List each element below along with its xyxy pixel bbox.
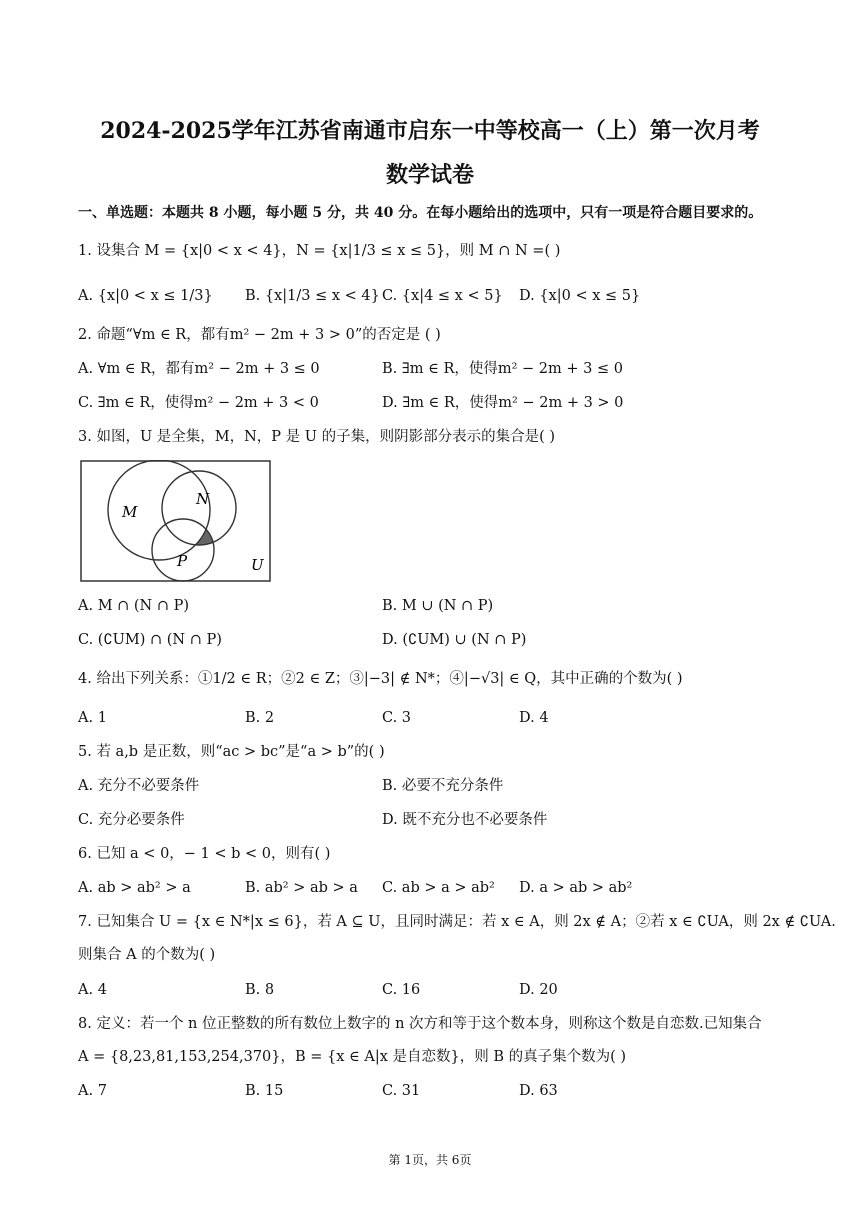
page-subtitle: 数学试卷: [385, 162, 474, 188]
label-n: N: [196, 490, 210, 508]
q5-option-b: B. 必要不充分条件: [382, 778, 504, 794]
q7-option-b: B. 8: [245, 982, 275, 998]
q8-option-c: C. 31: [382, 1083, 421, 1099]
q2-option-d: D. ∃m ∈ R，使得m² − 2m + 3 > 0: [382, 395, 624, 411]
q2-stem: 2. 命题“∀m ∈ R，都有m² − 2m + 3 > 0”的否定是 ( ): [78, 327, 441, 343]
q7-option-d: D. 20: [519, 982, 558, 998]
q3-stem: 3. 如图，U 是全集，M，N，P 是 U 的子集，则阴影部分表示的集合是( ): [78, 429, 556, 445]
label-u: U: [251, 556, 264, 574]
page-footer: 第 1页，共 6页: [388, 1153, 472, 1167]
q3-option-d: D. (∁UM) ∪ (N ∩ P): [382, 632, 527, 648]
q4-option-c: C. 3: [382, 710, 412, 726]
q8-stem-continued: A = {8,23,81,153,254,370}，B = {x ∈ A|x 是自恋数}，则 B 的真子集个数为( ): [78, 1049, 627, 1065]
q1-option-a: A. {x|0 < x ≤ 1/3}: [78, 288, 213, 304]
q3-option-c: C. (∁UM) ∩ (N ∩ P): [78, 632, 222, 648]
q7-stem: 7. 已知集合 U = {x ∈ N*|x ≤ 6}，若 A ⊆ U，且同时满足：若 x ∈ A，则 2x ∉ A；②若 x ∈ ∁UA，则 2x ∉ ∁UA.: [78, 914, 836, 930]
q3-option-b: B. M ∪ (N ∩ P): [382, 598, 494, 614]
q4-stem: 4. 给出下列关系：①1/2 ∈ R；②2 ∈ Z；③|−3| ∉ N*；④|−√3| ∈ Q，其中正确的个数为( ): [78, 671, 683, 687]
q3-option-a: A. M ∩ (N ∩ P): [78, 598, 190, 614]
q4-option-a: A. 1: [78, 710, 107, 726]
q7-option-a: A. 4: [78, 982, 107, 998]
label-p: P: [177, 552, 188, 570]
q6-option-b: B. ab² > ab > a: [245, 880, 358, 896]
section-heading: 一、单选题：本题共 8 小题，每小题 5 分，共 40 分。在每小题给出的选项中，只有一项是符合题目要求的。: [78, 205, 763, 221]
q8-option-a: A. 7: [78, 1083, 107, 1099]
q6-stem: 6. 已知 a < 0，− 1 < b < 0，则有( ): [78, 846, 331, 862]
q8-option-b: B. 15: [245, 1083, 284, 1099]
venn-diagram: [80, 460, 274, 584]
q2-option-b: B. ∃m ∈ R，使得m² − 2m + 3 ≤ 0: [382, 361, 623, 377]
q6-option-d: D. a > ab > ab²: [519, 880, 633, 896]
label-m: M: [122, 503, 138, 521]
q6-option-a: A. ab > ab² > a: [78, 880, 191, 896]
q2-option-a: A. ∀m ∈ R，都有m² − 2m + 3 ≤ 0: [78, 361, 320, 377]
q8-stem: 8. 定义：若一个 n 位正整数的所有数位上数字的 n 次方和等于这个数本身，则称这个数是自恋数.已知集合: [78, 1016, 762, 1032]
q7-stem-continued: 则集合 A 的个数为( ): [78, 947, 216, 963]
q8-option-d: D. 63: [519, 1083, 558, 1099]
q5-option-c: C. 充分必要条件: [78, 812, 185, 828]
q7-option-c: C. 16: [382, 982, 421, 998]
q5-stem: 5. 若 a,b 是正数，则“ac > bc”是“a > b”的( ): [78, 744, 385, 760]
q1-option-c: C. {x|4 ≤ x < 5}: [382, 288, 503, 304]
q6-option-c: C. ab > a > ab²: [382, 880, 495, 896]
q5-option-d: D. 既不充分也不必要条件: [382, 812, 548, 828]
q1-option-b: B. {x|1/3 ≤ x < 4}: [245, 288, 380, 304]
page-title: 2024-2025学年江苏省南通市启东一中等校高一（上）第一次月考: [100, 118, 760, 144]
q4-option-b: B. 2: [245, 710, 275, 726]
q1-option-d: D. {x|0 < x ≤ 5}: [519, 288, 641, 304]
q2-option-c: C. ∃m ∈ R，使得m² − 2m + 3 < 0: [78, 395, 319, 411]
q1-stem: 1. 设集合 M = {x|0 < x < 4}，N = {x|1/3 ≤ x ≤ 5}，则 M ∩ N =( ): [78, 243, 561, 259]
q4-option-d: D. 4: [519, 710, 549, 726]
q5-option-a: A. 充分不必要条件: [78, 778, 200, 794]
